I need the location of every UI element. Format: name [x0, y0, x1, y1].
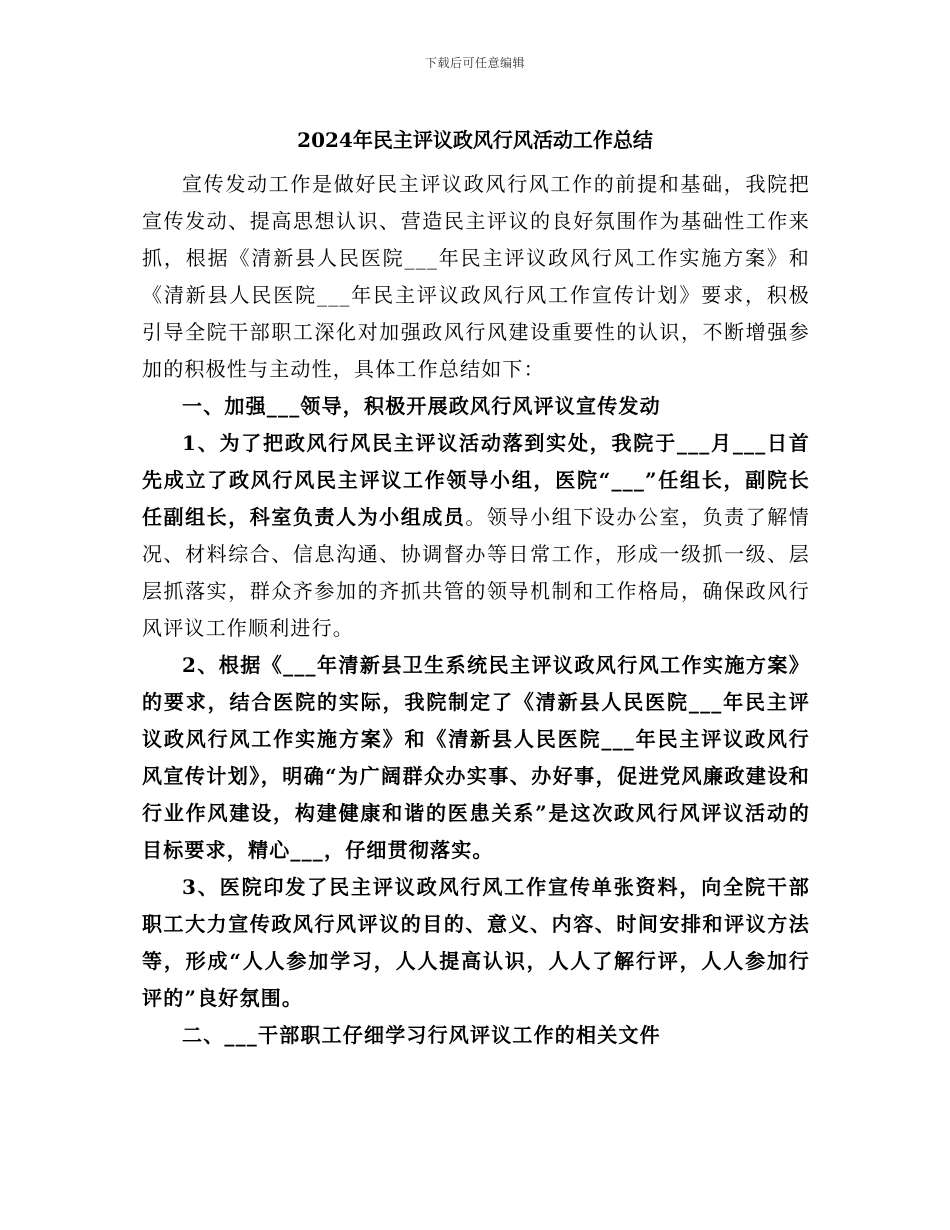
item-1-rest-text: 。领导小组下设办公室，负责了解情况、材料综合、信息沟通、协调督办等日常工作，形成一级抓一级、层层抓落实，群众齐参加的齐抓共管的领导机制和工作格局，确保政风行风评议工作顺利进行。 [142, 505, 811, 640]
document-body [142, 166, 810, 1054]
section-2-heading: 二、___干部职工仔细学习行风评议工作的相关文件 [182, 1023, 661, 1047]
item-1-paragraph [142, 425, 810, 647]
section-1-heading: 一、加强___领导，积极开展政风行风评议宣传发动 [182, 394, 661, 418]
header-note: 下载后可任意编辑 [424, 56, 525, 70]
intro-paragraph: 宣传发动工作是做好民主评议政风行风工作的前提和基础，我院把宣传发动、提高思想认识、营造民主评议的良好氛围作为基础性工作来抓，根据《清新县人民医院___年民主评议政风行风工作实施方案》和《清新县人民医院___年民主评议政风行风工作宣传计划》要求，积极引导全院干部职工深化对加强政风行风建设重要性的认识，不断增强参加的积极性与主动性，具体工作总结如下： [142, 172, 810, 381]
document-title: 2024年民主评议政风行风活动工作总结 [297, 128, 653, 152]
item-2-paragraph: 2、根据《___年清新县卫生系统民主评议政风行风工作实施方案》的要求，结合医院的实际，我院制定了《清新县人民医院___年民主评议政风行风工作实施方案》和《清新县人民医院___年民主评议政风行风宣传计划》，明确“为广阔群众办实事、办好事，促进党风廉政建设和行业作风建设，构建健康和谐的医患关系”是这次政风行风评议活动的目标要求，精心___，仔细贯彻落实。 [142, 653, 810, 862]
item-3-paragraph: 3、医院印发了民主评议政风行风工作宣传单张资料，向全院干部职工大力宣传政风行风评议的目的、意义、内容、时间安排和评议方法等，形成“人人参加学习，人人提高认识，人人了解行评，人人参加行评的”良好氛围。 [142, 875, 810, 1010]
item-1-bold-text: 1、为了把政风行风民主评议活动落到实处，我院于___月___日首先成立了政风行风民主评议工作领导小组，医院“___”任组长，副院长任副组长，科室负责人为小组成员 [142, 431, 810, 529]
